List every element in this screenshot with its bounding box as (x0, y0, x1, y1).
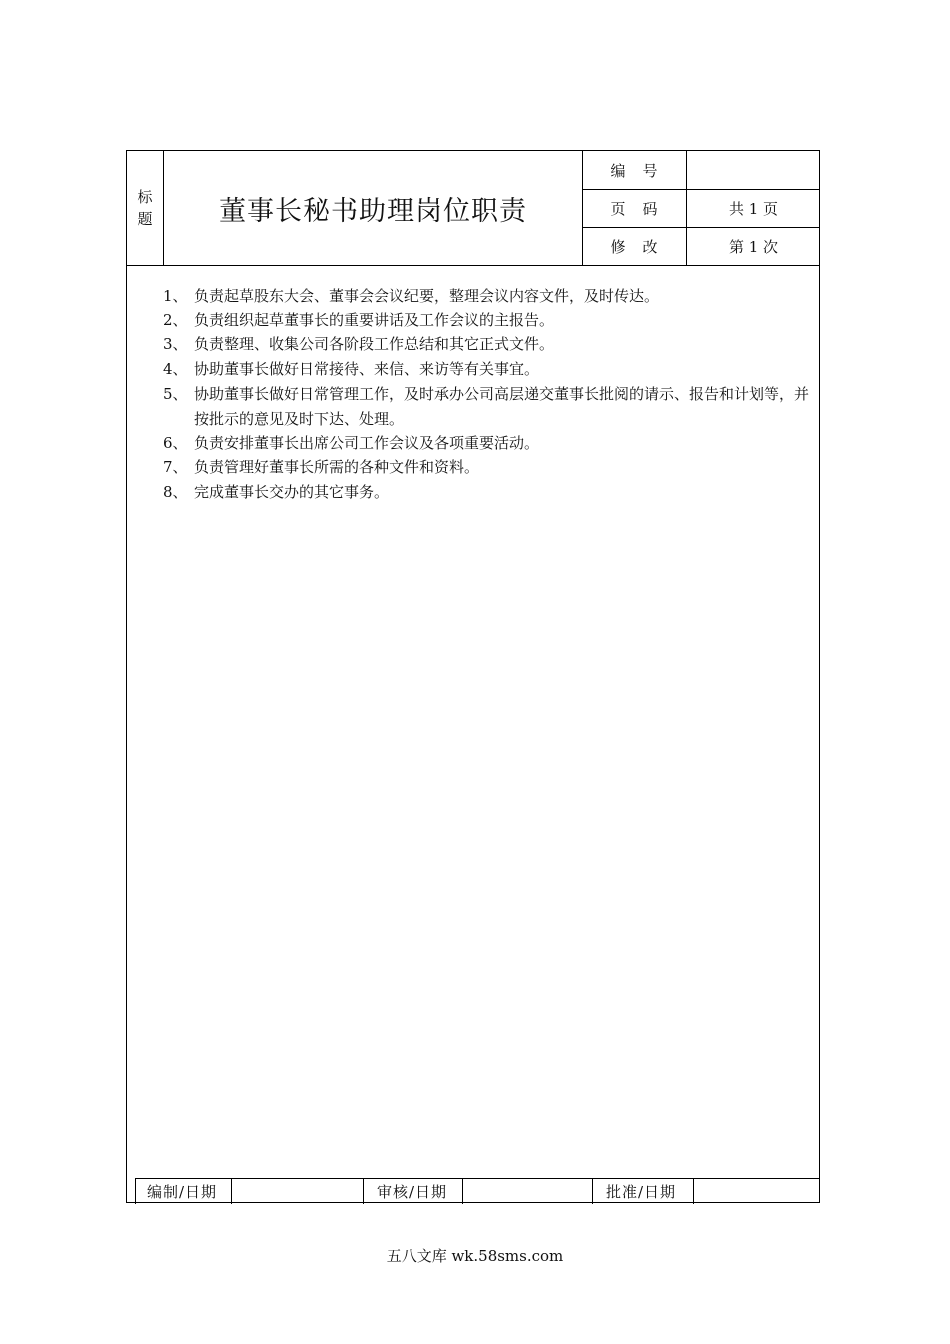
meta-row-page (583, 189, 820, 228)
document-frame (126, 150, 820, 1203)
meta-key: 修 改 (583, 227, 687, 265)
document-title: 董事长秘书助理岗位职责 (219, 195, 527, 227)
meta-row-number (583, 151, 820, 190)
duty-text: 负责组织起草董事长的重要讲话及工作会议的主报告。 (194, 311, 555, 329)
meta-key: 页 码 (583, 189, 687, 227)
duty-number: 2、 (163, 311, 188, 329)
duty-number: 3、 (163, 335, 188, 353)
header-block (127, 151, 819, 266)
duty-number: 1、 (163, 287, 188, 305)
duty-text: 完成董事长交办的其它事务。 (194, 483, 390, 501)
meta-value: 第 1 次 (728, 237, 779, 256)
meta-value: 共 1 页 (728, 199, 779, 218)
duty-number: 6、 (163, 434, 188, 452)
duty-number: 4、 (163, 360, 188, 378)
review-date-label: 审核/日期 (377, 1183, 448, 1201)
title-label-char: 题 (137, 210, 153, 228)
duty-number: 8、 (163, 483, 188, 501)
duty-text: 协助董事长做好日常管理工作，及时承办公司高层递交董事长批阅的请示、报告和计划等，并按批示的意见及时下达、处理。 (194, 385, 810, 428)
duty-text: 负责起草股东大会、董事会会议纪要，整理会议内容文件，及时传达。 (194, 287, 660, 305)
duty-text: 负责管理好董事长所需的各种文件和资料。 (194, 458, 480, 476)
duty-text: 负责安排董事长出席公司工作会议及各项重要活动。 (194, 434, 540, 452)
duty-text: 协助董事长做好日常接待、来信、来访等有关事宜。 (194, 360, 540, 378)
title-label-char: 标 (137, 188, 153, 206)
duty-number: 5、 (163, 385, 188, 403)
meta-row-revision (583, 227, 820, 265)
duty-number: 7、 (163, 458, 188, 476)
meta-value (687, 151, 820, 189)
meta-table (582, 151, 820, 265)
compile-date-label: 编制/日期 (147, 1183, 218, 1201)
watermark-text: 五八文库 wk.58sms.com (386, 1247, 564, 1265)
meta-key: 编 号 (583, 151, 687, 189)
approve-date-label: 批准/日期 (606, 1183, 677, 1201)
duty-text: 负责整理、收集公司各阶段工作总结和其它正式文件。 (194, 335, 555, 353)
footer-tick (126, 1202, 134, 1203)
signoff-row (135, 1178, 819, 1204)
title-label-cell (127, 151, 164, 265)
